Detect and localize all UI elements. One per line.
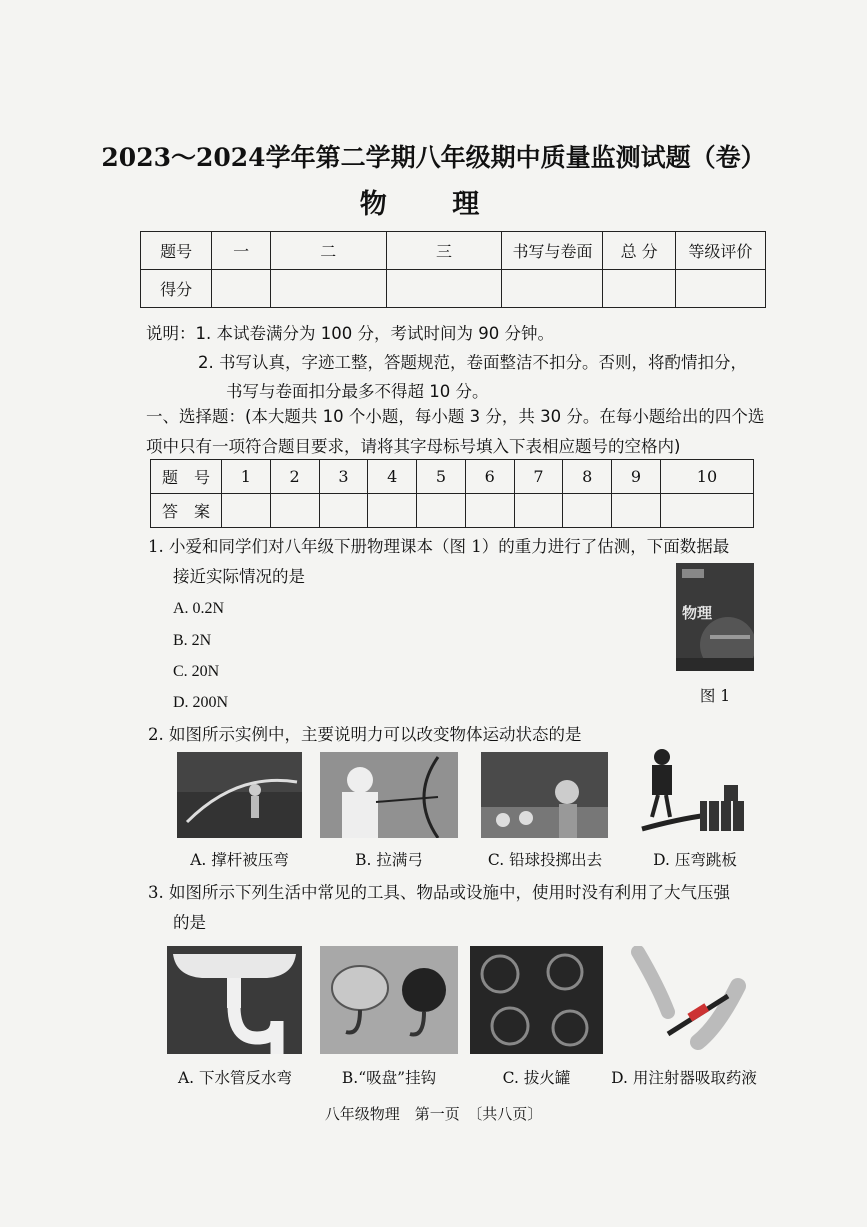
question-3-line: 的是 — [173, 913, 206, 932]
answer-blank[interactable] — [660, 494, 753, 528]
book-title-text: 物理 — [682, 604, 713, 622]
q3-caption-c: C. 拔火罐 — [502, 1069, 571, 1087]
cupping-jar-icon — [470, 946, 603, 1054]
question-3-line: 3. 如图所示下列生活中常见的工具、物品或设施中，使用时没有利用了大气压强 — [148, 883, 730, 902]
score-blank[interactable] — [675, 270, 765, 308]
section-line: 项中只有一项符合题目要求，请将其字母标号填入下表相应题号的空格内) — [146, 437, 681, 456]
score-cell: 三 — [386, 232, 502, 270]
answer-number: 8 — [563, 460, 612, 494]
score-row — [141, 270, 766, 308]
score-blank[interactable] — [386, 270, 502, 308]
answer-number: 7 — [514, 460, 563, 494]
diving-board-icon — [638, 745, 748, 837]
sink-drain-image — [167, 946, 302, 1054]
q1-option-b: B. 2N — [173, 632, 212, 649]
q2-caption-a: A. 撑杆被压弯 — [190, 851, 289, 869]
subject-title: 物 理 — [359, 189, 508, 220]
instructions — [146, 319, 747, 406]
q2-caption-b: B. 拉满弓 — [355, 851, 423, 869]
physics-textbook-image — [676, 563, 754, 671]
question-1-line: 接近实际情况的是 — [173, 567, 305, 586]
page-footer: 八年级物理 第一页 〔共八页〕 — [324, 1105, 543, 1123]
pole-vault-image — [177, 752, 302, 838]
score-cell: 书写与卷面 — [502, 232, 603, 270]
score-cell: 等级评价 — [675, 232, 765, 270]
sink-drain-icon — [167, 946, 302, 1054]
q3-caption-d: D. 用注射器吸取药液 — [611, 1069, 757, 1087]
cupping-therapy-image — [470, 946, 603, 1054]
instruction-line: 说明：1. 本试卷满分为 100 分，考试时间为 90 分钟。 — [146, 324, 554, 343]
score-cell: 总 分 — [603, 232, 675, 270]
score-cell: 二 — [270, 232, 386, 270]
figure-1-caption: 图 1 — [699, 687, 731, 705]
shot-put-image — [481, 752, 608, 838]
answer-row — [151, 494, 754, 528]
suction-cup-hook-image — [320, 946, 458, 1054]
answer-header-row — [151, 460, 754, 494]
answer-blank[interactable] — [563, 494, 612, 528]
question-1-line: 1. 小爱和同学们对八年级下册物理课本（图 1）的重力进行了估测，下面数据最 — [148, 537, 730, 556]
q2-caption-c: C. 铅球投掷出去 — [487, 851, 603, 869]
score-blank[interactable] — [212, 270, 271, 308]
archery-image — [320, 752, 458, 838]
score-cell: 一 — [212, 232, 271, 270]
q3-caption-a: A. 下水管反水弯 — [177, 1069, 293, 1087]
score-blank[interactable] — [270, 270, 386, 308]
answer-number: 9 — [612, 460, 661, 494]
answer-number: 2 — [270, 460, 319, 494]
q2-caption-d: D. 压弯跳板 — [653, 851, 737, 869]
answer-number: 10 — [660, 460, 753, 494]
answer-label: 答 案 — [151, 494, 222, 528]
syringe-image — [628, 946, 756, 1054]
answer-number: 3 — [319, 460, 368, 494]
archery-icon — [320, 752, 458, 838]
score-header-row — [141, 232, 766, 270]
syringe-icon — [628, 946, 756, 1054]
answer-table — [150, 459, 754, 528]
answer-number: 4 — [368, 460, 417, 494]
q1-option-c: C. 20N — [173, 663, 220, 680]
answer-blank[interactable] — [417, 494, 466, 528]
shot-put-icon — [481, 752, 608, 838]
instruction-line: 书写与卷面扣分最多不得超 10 分。 — [226, 382, 489, 401]
q1-option-d: D. 200N — [173, 694, 229, 711]
exam-title: 2023～2024学年第二学期八年级期中质量监测试题（卷） — [101, 143, 766, 172]
answer-blank[interactable] — [270, 494, 319, 528]
pole-vault-icon — [177, 752, 302, 838]
answer-number: 6 — [465, 460, 514, 494]
q3-caption-b: B.“吸盘”挂钩 — [341, 1069, 437, 1087]
suction-cup-icon — [320, 946, 458, 1054]
answer-blank[interactable] — [514, 494, 563, 528]
score-blank[interactable] — [502, 270, 603, 308]
score-cell: 题号 — [141, 232, 212, 270]
textbook-cover-icon — [676, 563, 754, 671]
score-blank[interactable] — [603, 270, 675, 308]
answer-blank[interactable] — [368, 494, 417, 528]
q1-option-a: A. 0.2N — [173, 600, 225, 617]
score-cell: 得分 — [141, 270, 212, 308]
section-one-heading — [146, 402, 766, 462]
diving-board-image — [638, 745, 748, 837]
instruction-line: 2. 书写认真，字迹工整，答题规范，卷面整洁不扣分。否则，将酌情扣分， — [198, 353, 747, 372]
score-table — [140, 231, 766, 308]
answer-blank[interactable] — [612, 494, 661, 528]
answer-blank[interactable] — [222, 494, 271, 528]
answer-blank[interactable] — [465, 494, 514, 528]
answer-number: 1 — [222, 460, 271, 494]
answer-number: 5 — [417, 460, 466, 494]
question-2-text: 2. 如图所示实例中，主要说明力可以改变物体运动状态的是 — [148, 725, 582, 744]
answer-blank[interactable] — [319, 494, 368, 528]
section-line: 一、选择题：(本大题共 10 个小题，每小题 3 分，共 30 分。在每小题给出的四个选 — [146, 407, 765, 426]
answer-label: 题 号 — [151, 460, 222, 494]
